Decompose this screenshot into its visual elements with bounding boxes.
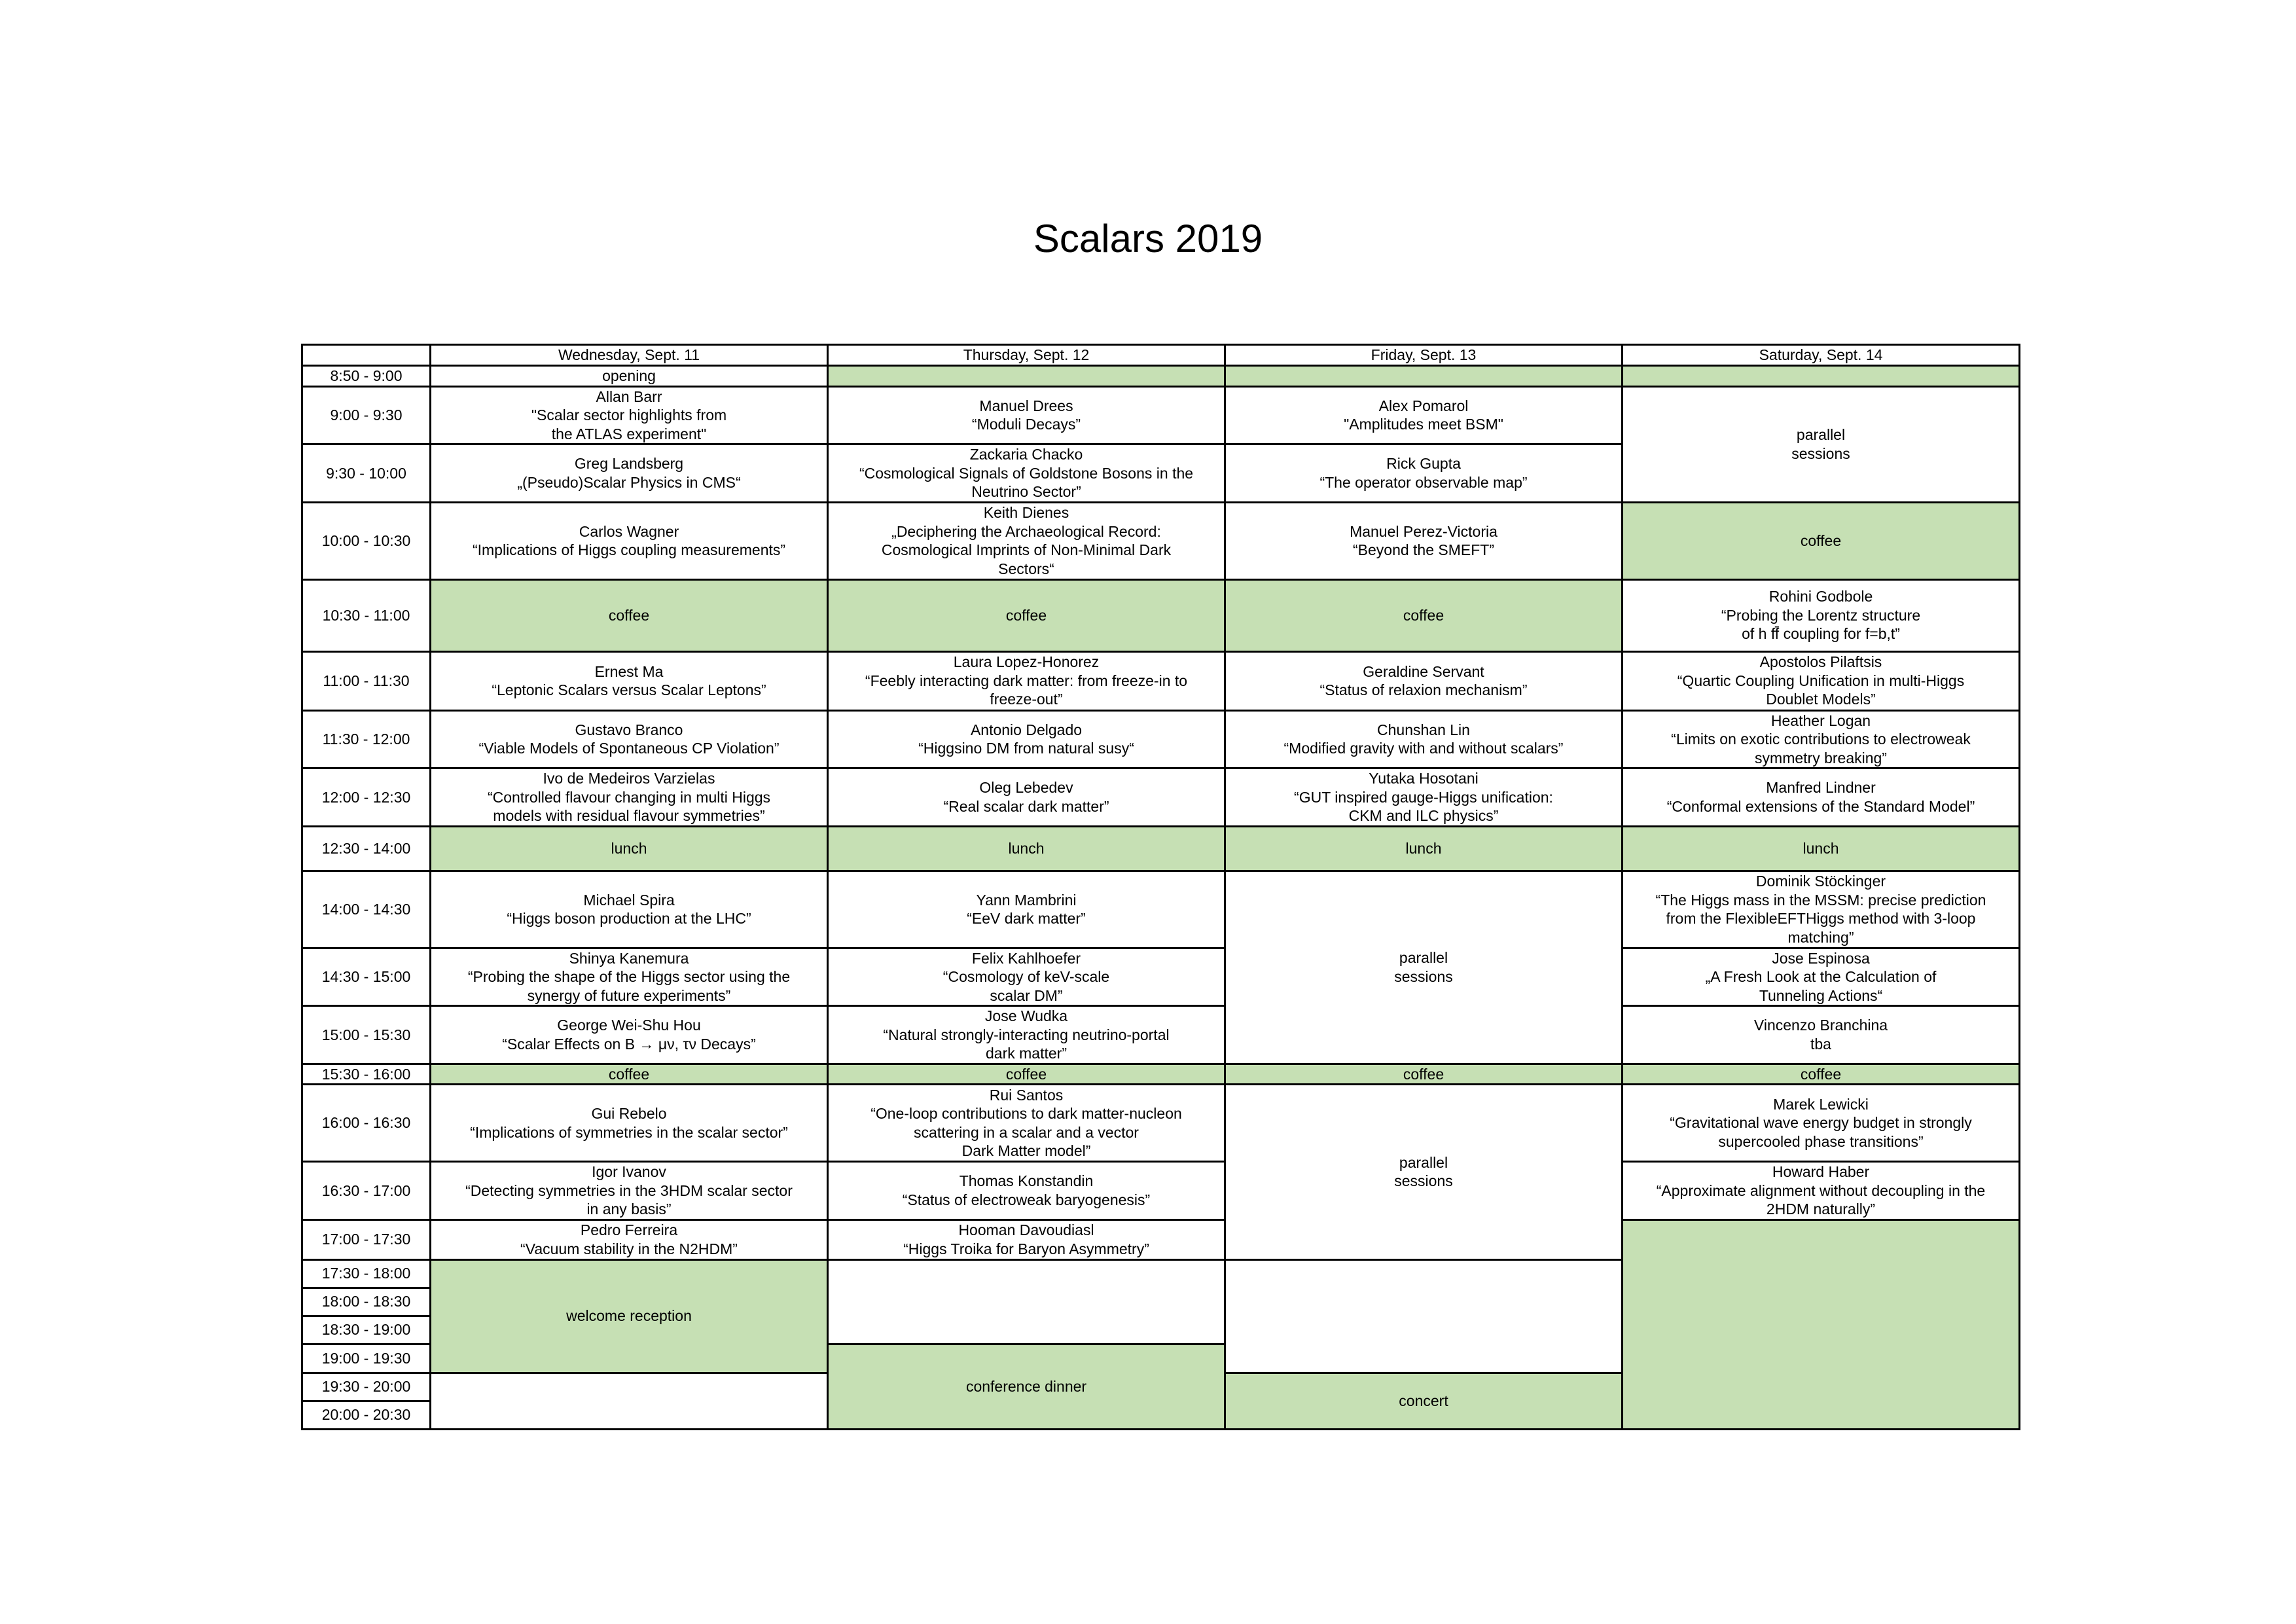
session-text-line: Geraldine Servant: [1363, 662, 1484, 680]
session-text-line: parallel: [1796, 426, 1846, 443]
session-cell: [1623, 386, 2020, 502]
session-text-line: parallel: [1399, 949, 1448, 966]
schedule-row: [302, 1219, 2020, 1259]
session-text-line: “One-loop contributions to dark matter-nucleon: [870, 1105, 1182, 1122]
session-text-line: Michael Spira: [583, 891, 675, 909]
session-cell: [1225, 386, 1623, 444]
session-text-line: “The Higgs mass in the MSSM: precise prediction: [1655, 891, 1986, 909]
session-text-line: Vincenzo Branchina: [1753, 1017, 1888, 1034]
session-text-line: Igor Ivanov: [592, 1163, 666, 1180]
session-text-line: sessions: [1394, 967, 1453, 985]
session-cell: [1623, 1162, 2020, 1220]
session-text-line: supercooled phase transitions”: [1718, 1132, 1924, 1150]
session-cell: [431, 1373, 828, 1429]
day-header: Friday, Sept. 13: [1225, 345, 1623, 366]
session-text-line: Neutrino Sector”: [971, 483, 1081, 500]
session-cell: [1225, 579, 1623, 651]
session-cell: [1623, 710, 2020, 768]
schedule-row: [302, 1064, 2020, 1085]
session-text-line: Heather Logan: [1770, 712, 1871, 729]
session-text-line: coffee: [1005, 606, 1047, 624]
session-cell: [828, 651, 1225, 710]
header-corner-cell: [302, 345, 431, 366]
session-text-line: lunch: [611, 839, 647, 857]
session-text-line: “Higgs Troika for Baryon Asymmetry”: [903, 1240, 1149, 1257]
session-text-line: of h ff̄ coupling for f=b,t”: [1742, 625, 1900, 643]
schedule-row: [302, 1085, 2020, 1162]
session-cell: [828, 710, 1225, 768]
session-text-line: “Status of electroweak baryogenesis”: [902, 1191, 1151, 1208]
session-text-line: Jose Wudka: [984, 1007, 1068, 1024]
session-text-line: „Deciphering the Archaeological Record:: [891, 522, 1161, 540]
session-text-line: “Modified gravity with and without scalars”: [1283, 740, 1564, 757]
page-title: Scalars 2019: [1033, 217, 1263, 261]
session-text-line: coffee: [608, 1065, 650, 1083]
session-cell: [1225, 871, 1623, 1064]
session-text-line: Dark Matter model”: [961, 1142, 1091, 1159]
session-text-line: “Natural strongly-interacting neutrino-portal: [883, 1026, 1170, 1043]
session-cell: [828, 1219, 1225, 1259]
day-header: Wednesday, Sept. 11: [431, 345, 828, 366]
session-text-line: “Viable Models of Spontaneous CP Violation”: [478, 740, 780, 757]
session-text-line: lunch: [1803, 839, 1839, 857]
session-text-line: 2HDM naturally”: [1766, 1200, 1876, 1218]
session-cell: [431, 1162, 828, 1220]
session-cell: [1623, 1085, 2020, 1162]
session-cell: [431, 1219, 828, 1259]
session-text-line: Gustavo Branco: [575, 721, 683, 738]
session-cell: [1225, 826, 1623, 871]
time-slot-cell: 14:00 - 14:30: [302, 871, 431, 948]
session-cell: [1623, 579, 2020, 651]
session-text-line: “Cosmology of keV-scale: [942, 968, 1110, 985]
session-text-line: “EeV dark matter”: [967, 910, 1086, 927]
session-cell: [828, 579, 1225, 651]
session-cell: [828, 1162, 1225, 1220]
time-slot-cell: 10:30 - 11:00: [302, 579, 431, 651]
session-text-line: “Limits on exotic contributions to electroweak: [1671, 731, 1971, 748]
session-cell: [431, 1085, 828, 1162]
session-text-line: coffee: [1403, 606, 1444, 624]
session-text-line: scattering in a scalar and a vector: [914, 1123, 1139, 1141]
session-text-line: models with residual flavour symmetries”: [493, 807, 765, 824]
session-text-line: symmetry breaking”: [1755, 749, 1887, 767]
session-text-line: Howard Haber: [1772, 1163, 1870, 1180]
day-header: Saturday, Sept. 14: [1623, 345, 2020, 366]
schedule-row: [302, 1162, 2020, 1220]
session-text-line: “Detecting symmetries in the 3HDM scalar sector: [465, 1182, 793, 1199]
session-text-line: Rui Santos: [989, 1086, 1064, 1104]
session-cell: [431, 366, 828, 387]
session-cell: [1623, 768, 2020, 827]
session-text-line: Manuel Perez-Victoria: [1350, 522, 1498, 540]
session-cell: [1225, 1373, 1623, 1429]
time-slot-cell: 19:00 - 19:30: [302, 1344, 431, 1373]
session-text-line: “Higgs boson production at the LHC”: [507, 910, 751, 927]
time-slot-cell: 17:30 - 18:00: [302, 1259, 431, 1288]
session-cell: [1225, 502, 1623, 579]
session-text-line: conference dinner: [965, 1377, 1087, 1395]
session-text-line: Pedro Ferreira: [580, 1221, 678, 1238]
time-slot-cell: 9:30 - 10:00: [302, 444, 431, 503]
session-cell: [828, 1085, 1225, 1162]
session-text-line: Zackaria Chacko: [969, 446, 1083, 463]
session-text-line: welcome reception: [566, 1307, 692, 1325]
time-slot-cell: 20:00 - 20:30: [302, 1401, 431, 1429]
session-text-line: sessions: [1394, 1172, 1453, 1190]
session-text-line: coffee: [1403, 1065, 1444, 1083]
session-cell: [1225, 444, 1623, 503]
session-cell: [1623, 366, 2020, 387]
session-cell: [431, 444, 828, 503]
session-cell: [1225, 651, 1623, 710]
session-cell: [828, 1064, 1225, 1085]
session-text-line: Felix Kahlhoefer: [971, 949, 1081, 967]
session-text-line: “Leptonic Scalars versus Scalar Leptons”: [492, 681, 766, 698]
session-cell: [1225, 768, 1623, 827]
session-text-line: "Amplitudes meet BSM": [1344, 416, 1503, 433]
schedule-row: [302, 386, 2020, 444]
session-text-line: George Wei-Shu Hou: [557, 1017, 701, 1034]
schedule-row: [302, 366, 2020, 387]
session-cell: [431, 826, 828, 871]
session-cell: [828, 502, 1225, 579]
session-text-line: Gui Rebelo: [591, 1105, 667, 1122]
session-cell: [828, 768, 1225, 827]
session-text-line: “The operator observable map”: [1319, 473, 1528, 491]
session-text-line: Alex Pomarol: [1378, 397, 1469, 414]
session-text-line: coffee: [608, 606, 650, 624]
session-text-line: “Conformal extensions of the Standard Model”: [1666, 797, 1975, 815]
session-text-line: Tunneling Actions“: [1759, 986, 1883, 1004]
schedule-row: [302, 1006, 2020, 1064]
session-text-line: Sectors“: [998, 560, 1054, 577]
session-cell: [1623, 871, 2020, 948]
time-slot-cell: 16:30 - 17:00: [302, 1162, 431, 1220]
schedule-table: [301, 344, 2020, 1430]
session-text-line: “Feebly interacting dark matter: from freeze-in to: [865, 672, 1188, 689]
session-text-line: Yann Mambrini: [976, 891, 1077, 909]
session-text-line: tba: [1810, 1035, 1831, 1053]
session-text-line: coffee: [1800, 532, 1842, 549]
session-text-line: Manfred Lindner: [1766, 779, 1876, 797]
session-text-line: synergy of future experiments”: [527, 986, 731, 1004]
session-text-line: freeze-out”: [990, 691, 1063, 708]
session-text-line: Rohini Godbole: [1768, 588, 1873, 605]
schedule-row: [302, 768, 2020, 827]
session-text-line: lunch: [1008, 839, 1045, 857]
session-cell: [1623, 826, 2020, 871]
session-cell: [1225, 1085, 1623, 1260]
session-text-line: “Beyond the SMEFT”: [1352, 541, 1495, 558]
session-text-line: Greg Landsberg: [574, 455, 684, 473]
session-text-line: "Scalar sector highlights from: [531, 406, 727, 424]
time-slot-cell: 15:30 - 16:00: [302, 1064, 431, 1085]
time-slot-cell: 11:00 - 11:30: [302, 651, 431, 710]
header-row: [302, 345, 2020, 366]
session-cell: [828, 1006, 1225, 1064]
session-text-line: Dominik Stöckinger: [1755, 873, 1886, 890]
session-text-line: “Implications of Higgs coupling measurements”: [472, 541, 786, 558]
time-slot-cell: 8:50 - 9:00: [302, 366, 431, 387]
time-slot-cell: 17:00 - 17:30: [302, 1219, 431, 1259]
session-text-line: “Moduli Decays”: [971, 416, 1081, 433]
session-cell: [828, 366, 1225, 387]
session-cell: [1225, 1064, 1623, 1085]
schedule-row: [302, 502, 2020, 579]
session-text-line: “Controlled flavour changing in multi Higgs: [487, 788, 771, 806]
session-cell: [431, 386, 828, 444]
session-cell: [431, 1064, 828, 1085]
session-cell: [431, 768, 828, 827]
session-text-line: „(Pseudo)Scalar Physics in CMS“: [517, 473, 741, 491]
schedule-row: [302, 579, 2020, 651]
session-cell: [1623, 1064, 2020, 1085]
session-text-line: Shinya Kanemura: [569, 949, 689, 967]
session-cell: [1225, 1259, 1623, 1373]
session-text-line: Thomas Konstandin: [959, 1172, 1094, 1190]
session-text-line: Marek Lewicki: [1773, 1095, 1869, 1113]
session-cell: [828, 1344, 1225, 1429]
session-text-line: CKM and ILC physics”: [1348, 807, 1499, 824]
session-text-line: “Vacuum stability in the N2HDM”: [520, 1240, 738, 1257]
session-text-line: “Probing the Lorentz structure: [1721, 606, 1921, 624]
session-text-line: Ivo de Medeiros Varzielas: [543, 770, 715, 787]
session-text-line: “Gravitational wave energy budget in strongly: [1670, 1114, 1972, 1132]
session-cell: [431, 871, 828, 948]
session-text-line: coffee: [1800, 1065, 1842, 1083]
session-text-line: Oleg Lebedev: [979, 779, 1073, 797]
session-text-line: Antonio Delgado: [970, 721, 1083, 738]
session-cell: [828, 444, 1225, 503]
session-text-line: Ernest Ma: [594, 662, 664, 680]
day-header: Thursday, Sept. 12: [828, 345, 1225, 366]
session-cell: [431, 710, 828, 768]
time-slot-cell: 12:30 - 14:00: [302, 826, 431, 871]
session-cell: [1623, 1219, 2020, 1429]
time-slot-cell: 18:30 - 19:00: [302, 1316, 431, 1344]
time-slot-cell: 10:00 - 10:30: [302, 502, 431, 579]
session-cell: [828, 871, 1225, 948]
session-text-line: sessions: [1791, 444, 1850, 462]
session-text-line: the ATLAS experiment": [551, 425, 707, 442]
session-text-line: “Probing the shape of the Higgs sector using the: [467, 968, 791, 985]
session-cell: [431, 502, 828, 579]
session-cell: [431, 579, 828, 651]
time-slot-cell: 12:00 - 12:30: [302, 768, 431, 827]
session-text-line: “Quartic Coupling Unification in multi-Higgs: [1677, 672, 1965, 689]
session-text-line: “Implications of symmetries in the scalar sector”: [470, 1123, 788, 1141]
session-cell: [431, 1006, 828, 1064]
session-text-line: Allan Barr: [596, 388, 662, 405]
schedule-row: [302, 871, 2020, 948]
session-text-line: in any basis”: [586, 1200, 672, 1218]
session-cell: [1225, 366, 1623, 387]
session-text-line: Yutaka Hosotani: [1369, 770, 1479, 787]
schedule-row: [302, 826, 2020, 871]
session-cell: [1623, 1006, 2020, 1064]
session-text-line: coffee: [1005, 1065, 1047, 1083]
session-text-line: Hooman Davoudiasl: [958, 1221, 1094, 1238]
session-cell: [431, 651, 828, 710]
time-slot-cell: 19:30 - 20:00: [302, 1373, 431, 1401]
session-text-line: “Higgsino DM from natural susy“: [918, 740, 1134, 757]
session-cell: [828, 826, 1225, 871]
session-text-line: “Scalar Effects on B → μν, τν Decays”: [502, 1035, 756, 1053]
session-text-line: lunch: [1405, 839, 1442, 857]
session-text-line: parallel: [1399, 1153, 1448, 1171]
session-cell: [828, 386, 1225, 444]
schedule-row: [302, 710, 2020, 768]
session-text-line: dark matter”: [986, 1045, 1067, 1062]
session-text-line: Carlos Wagner: [579, 522, 679, 540]
session-cell: [1623, 948, 2020, 1006]
time-slot-cell: 15:00 - 15:30: [302, 1006, 431, 1064]
session-text-line: Apostolos Pilaftsis: [1759, 653, 1882, 671]
session-text-line: Rick Gupta: [1386, 455, 1461, 473]
time-slot-cell: 16:00 - 16:30: [302, 1085, 431, 1162]
session-cell: [1225, 710, 1623, 768]
schedule-row: [302, 651, 2020, 710]
session-text-line: Cosmological Imprints of Non-Minimal Dark: [881, 541, 1172, 558]
session-text-line: “Cosmological Signals of Goldstone Bosons in the: [859, 464, 1194, 482]
time-slot-cell: 14:30 - 15:00: [302, 948, 431, 1006]
session-cell: [1623, 502, 2020, 579]
session-text-line: „A Fresh Look at the Calculation of: [1705, 968, 1937, 985]
session-text-line: from the FlexibleEFTHiggs method with 3-loop: [1666, 910, 1976, 927]
time-slot-cell: 9:00 - 9:30: [302, 386, 431, 444]
session-text-line: scalar DM”: [990, 986, 1063, 1004]
session-text-line: concert: [1399, 1392, 1448, 1409]
session-text-line: “GUT inspired gauge-Higgs unification:: [1294, 788, 1553, 806]
session-text-line: Laura Lopez-Honorez: [953, 653, 1100, 671]
session-text-line: Jose Espinosa: [1772, 949, 1870, 967]
time-slot-cell: 11:30 - 12:00: [302, 710, 431, 768]
session-text-line: “Approximate alignment without decoupling in the: [1656, 1182, 1986, 1199]
session-cell: [828, 948, 1225, 1006]
session-text-line: Manuel Drees: [979, 397, 1073, 414]
session-text-line: “Status of relaxion mechanism”: [1319, 681, 1528, 698]
session-cell: [1623, 651, 2020, 710]
session-text-line: Keith Dienes: [983, 504, 1069, 521]
time-slot-cell: 18:00 - 18:30: [302, 1288, 431, 1316]
session-cell: [828, 1259, 1225, 1344]
session-cell: [431, 948, 828, 1006]
session-cell: [431, 1259, 828, 1373]
session-text-line: “Real scalar dark matter”: [943, 797, 1109, 815]
schedule-row: [302, 948, 2020, 1006]
session-text-line: Doublet Models”: [1766, 691, 1876, 708]
session-text-line: matching”: [1787, 928, 1854, 946]
session-text-line: opening: [602, 367, 656, 384]
session-text-line: Chunshan Lin: [1377, 721, 1470, 738]
